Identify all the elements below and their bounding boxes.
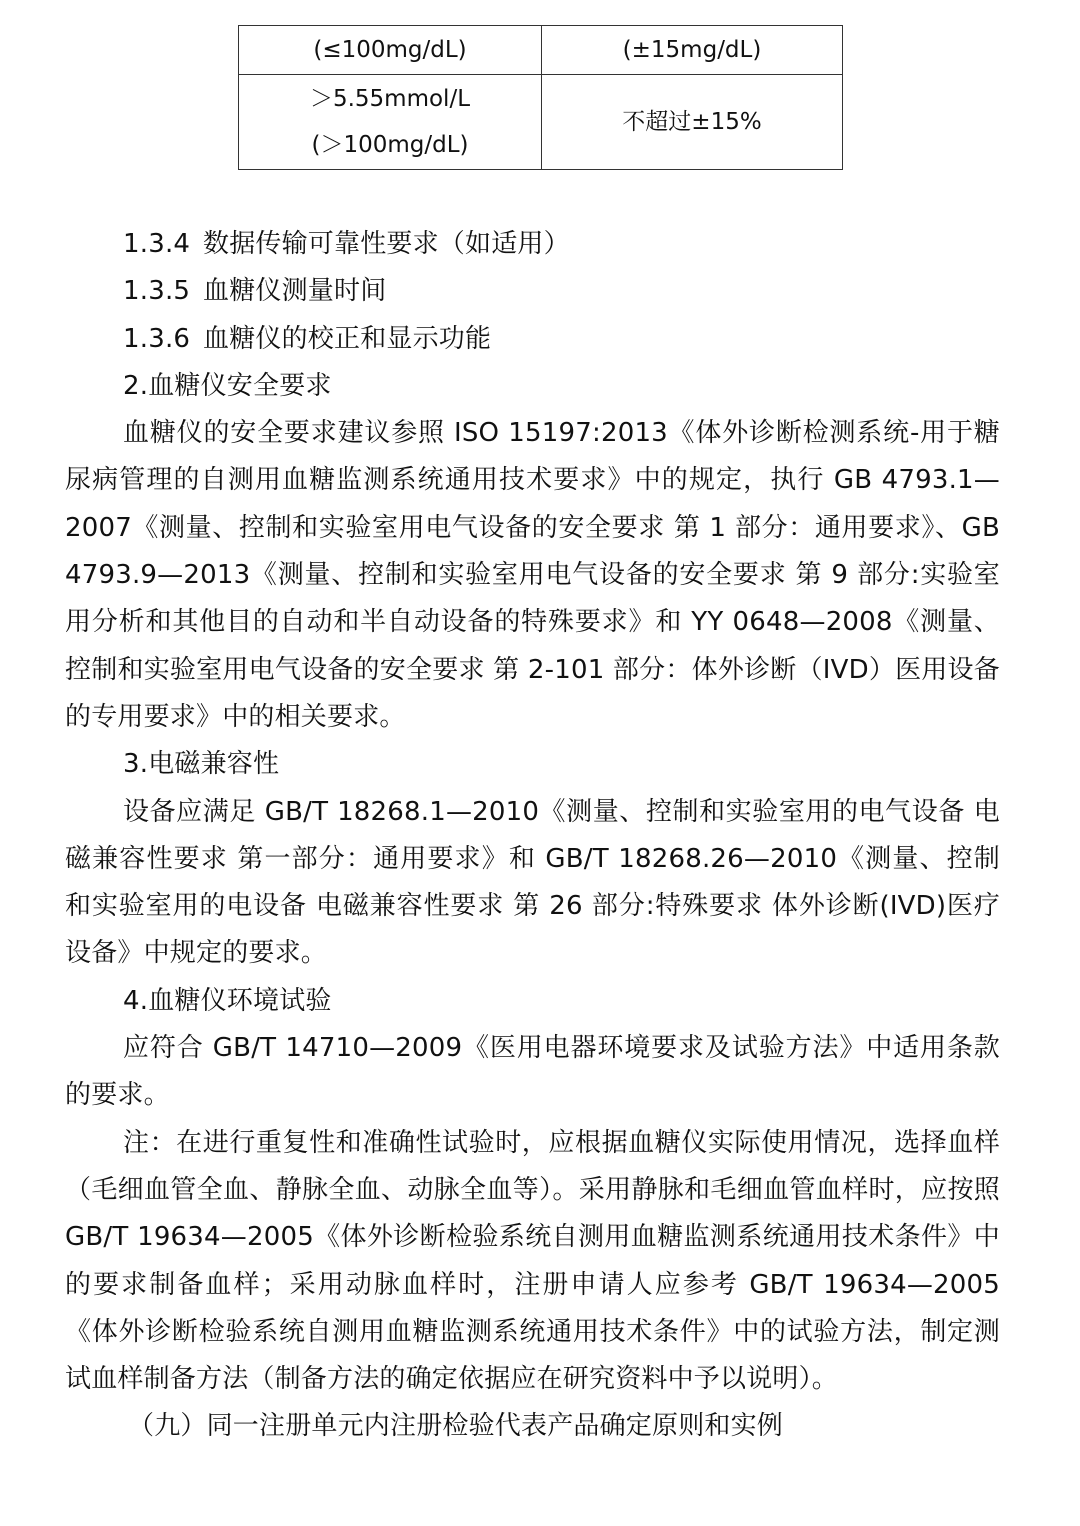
table-cell-tolerance: (±15mg/dL) [542, 26, 843, 75]
accuracy-range-table [238, 25, 843, 170]
heading-emc: 3.电磁兼容性 [123, 749, 280, 780]
paragraph-environment-test: 应符合 GB/T 14710—2009《医用电器环境要求及试验方法》中适用条款的要求。 [65, 1033, 1000, 1111]
paragraph-safety-requirements: 血糖仪的安全要求建议参照 ISO 15197:2013《体外诊断检测系统-用于糖尿病管理的自测用血糖监测系统通用技术要求》中的规定，执行 GB 4793.1—2007《测量、控制和实验室用电气设备的安全要求 第 1 部分：通用要求》、GB 4793.9—2013《测量、控制和实验室用电气设备的安全要求 第 9 部分:实验室用分析和其他目的自动和半自动设备的特殊要求》和 YY 0648—2008《测量、控制和实验室用电气设备的安全要求 第 2-101 部分：体外诊断（IVD）医用设备的专用要求》中的相关要求。 [65, 418, 1000, 732]
heading-1-3-4: 1.3.4 数据传输可靠性要求（如适用） [123, 229, 570, 259]
paragraph-emc: 设备应满足 GB/T 18268.1—2010《测量、控制和实验室用的电气设备 电磁兼容性要求 第一部分：通用要求》和 GB/T 18268.26—2010《测量、控制和实验室用的电设备 电磁兼容性要求 第 26 部分:特殊要求 体外诊断(IVD)医疗设备》中规定的要求。 [65, 796, 1000, 969]
table-row [239, 26, 843, 75]
table-cell-range: (≤100mg/dL) [239, 26, 542, 75]
heading-safety-requirements: 2.血糖仪安全要求 [123, 370, 332, 401]
heading-environment-test: 4.血糖仪环境试验 [123, 985, 332, 1016]
heading-1-3-6: 1.3.6 血糖仪的校正和显示功能 [123, 323, 492, 354]
table-cell-tolerance: 不超过±15% [542, 75, 843, 170]
heading-1-3-5: 1.3.5 血糖仪测量时间 [123, 276, 387, 307]
table-cell-range: ＞5.55mmol/L (＞100mg/dL) [239, 75, 542, 170]
paragraph-note: 注：在进行重复性和准确性试验时，应根据血糖仪实际使用情况，选择血样（毛细血管全血、静脉全血、动脉全血等）。采用静脉和毛细血管血样时，应按照 GB/T 19634—2005《体外诊断检验系统自测用血糖监测系统通用技术条件》中的要求制备血样；采用动脉血样时，注册申请人应参考 GB/T 19634—2005《体外诊断检验系统自测用血糖监测系统通用技术条件》中的试验方法，制定测试血样制备方法（制备方法的确定依据应在研究资料中予以说明）。 [65, 1127, 1000, 1395]
heading-section-9: （九）同一注册单元内注册检验代表产品确定原则和实例 [128, 1411, 784, 1442]
document-body [65, 221, 1000, 1451]
table-row [239, 75, 843, 170]
